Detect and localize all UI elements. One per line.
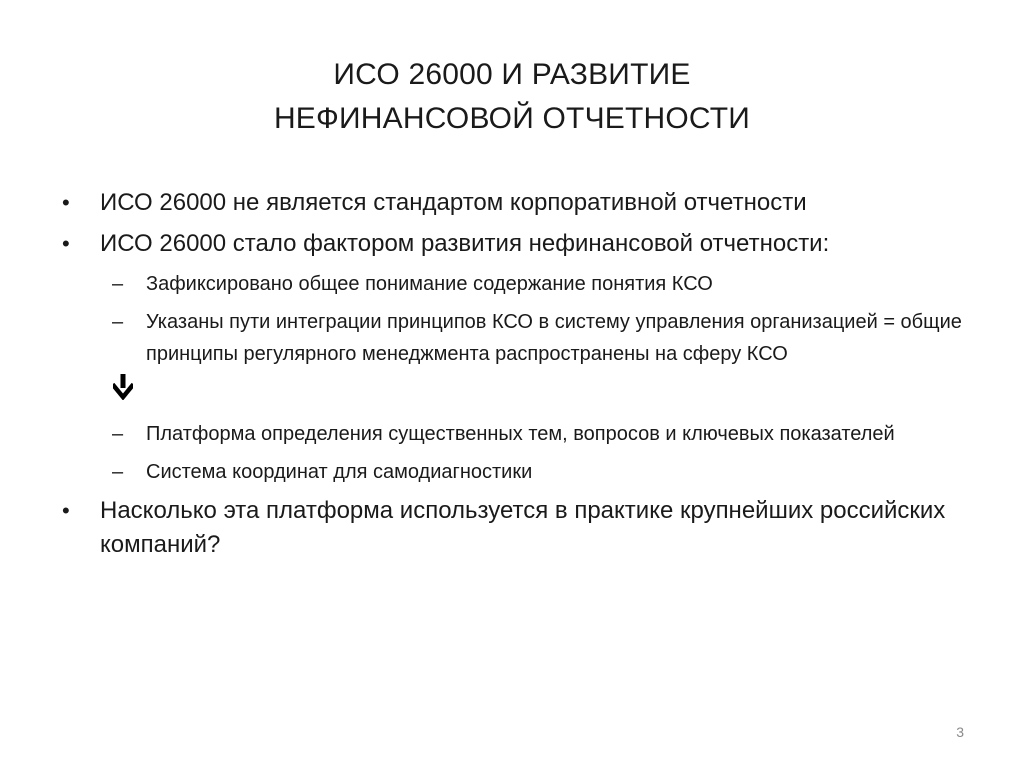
subbullet-item — [58, 306, 968, 370]
subbullet-text: Указаны пути интеграции принципов КСО в систему управления организацией = общие принципы регулярного менеджмента распространены на сферу КСО — [146, 311, 962, 365]
title-line-1: ИСО 26000 И РАЗВИТИЕ — [333, 58, 691, 91]
subbullet-text: Платформа определения существенных тем, вопросов и ключевых показателей — [146, 423, 895, 445]
subbullet-marker: – — [112, 273, 124, 295]
subbullet-item — [58, 418, 968, 450]
bullet-item — [58, 186, 968, 220]
bullet-item — [58, 494, 968, 562]
bullet-text: Насколько эта платформа используется в практике крупнейших российских компаний? — [100, 497, 946, 558]
bullet-marker: • — [62, 231, 70, 256]
subbullet-text: Система координат для самодиагностики — [146, 461, 533, 483]
bullet-item — [58, 227, 968, 261]
bullet-marker: • — [62, 498, 70, 523]
subbullet-text: Зафиксировано общее понимание содержание понятия КСО — [146, 273, 713, 295]
arrow-row — [58, 376, 968, 410]
subbullet-item — [58, 456, 968, 488]
bullet-text: ИСО 26000 не является стандартом корпоративной отчетности — [100, 189, 807, 216]
slide-title — [60, 53, 964, 141]
subbullet-marker: – — [112, 461, 124, 483]
subbullet-marker: – — [112, 311, 124, 333]
slide-body — [58, 186, 968, 569]
title-line-2: НЕФИНАНСОВОЙ ОТЧЕТНОСТИ — [273, 102, 751, 135]
bullet-marker: • — [62, 190, 70, 215]
subbullet-item — [58, 268, 968, 300]
bullet-text: ИСО 26000 стало фактором развития нефинансовой отчетности: — [100, 230, 830, 257]
subbullet-marker: – — [112, 423, 124, 445]
arrow-down-icon — [113, 374, 133, 400]
page-number: 3 — [956, 724, 964, 740]
